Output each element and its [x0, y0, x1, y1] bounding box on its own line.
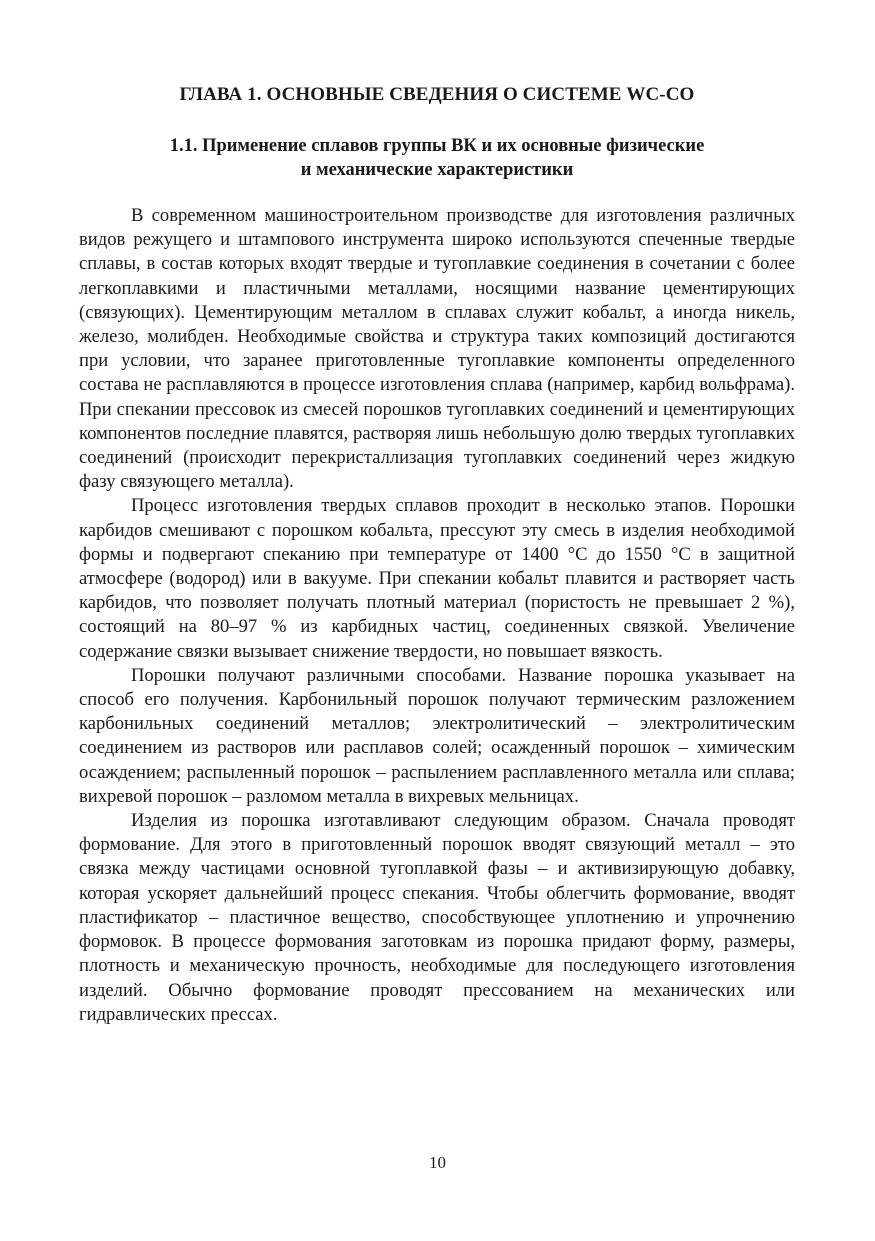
section-title — [79, 134, 795, 182]
paragraph-2: Процесс изготовления твердых сплавов проходит в несколько этапов. Порошки карбидов смешивают с порошком кобальта, прессуют эту смесь в изделия необходимой формы и подвергают спеканию при температуре от 1400 °С до 1550 °С в защитной атмосфере (водород) или в вакууме. При спекании кобальт плавится и растворяет часть карбидов, что позволяет получать плотный материал (пористость не превышает 2 %), состоящий на 80–97 % из карбидных частиц, соединенных связкой. Увеличение содержание связки вызывает снижение твердости, но повышает вязкость. — [79, 495, 795, 662]
paragraph-1: В современном машиностроительном производстве для изготовления различных видов режущего и штампового инструмента широко используются спеченные твердые сплавы, в состав которых входят твердые и тугоплавкие соединения в сочетании с более легкоплавкими и пластичными металлами, носящими название цементирующих (связующих). Цементирующим металлом в сплавах служит кобальт, а иногда никель, железо, молибден. Необходимые свойства и структура таких композиций достигаются при условии, что заранее приготовленные тугоплавкие компоненты определенного состава не расплавляются в процессе изготовления сплава (например, карбид вольфрама). При спекании прессовок из смесей порошков тугоплавких соединений и цементирующих компонентов последние плавятся, растворяя лишь небольшую долю твердых тугоплавких соединений (происходит перекристаллизация тугоплавких соединений через жидкую фазу связующего металла). — [79, 205, 795, 493]
paragraph-3: Порошки получают различными способами. Название порошка указывает на способ его получения. Карбонильный порошок получают термическим разложением карбонильных соединений металлов; электролитический – электролитическим соединением из растворов или расплавов солей; осажденный порошок – химическим осаждением; распыленный порошок – распылением расплавленного металла или сплава; вихревой порошок – разломом металла в вихревых мельницах. — [79, 664, 795, 807]
chapter-title: ГЛАВА 1. ОСНОВНЫЕ СВЕДЕНИЯ О СИСТЕМЕ WC-CO — [179, 84, 695, 105]
section-title-line-2: и механические характеристики — [300, 160, 574, 180]
paragraph-4: Изделия из порошка изготавливают следующим образом. Сначала проводят формование. Для этого в приготовленный порошок вводят связующий металл – это связка между частицами основной тугоплавкой фазы – и активизирующую добавку, которая ускоряет дальнейший процесс спекания. Чтобы облегчить формование, вводят пластификатор – пластичное вещество, способствующее уплотнению и упрочнению формовок. В процессе формования заготовкам из порошка придают форму, размеры, плотность и механическую прочность, необходимые для последующего изготовления изделий. Обычно формование проводят прессованием на механических или гидравлических прессах. — [79, 810, 795, 1025]
section-title-line-1: 1.1. Применение сплавов группы ВК и их основные физические — [169, 136, 705, 156]
page-number: 10 — [429, 1153, 446, 1172]
page-content — [79, 82, 795, 1027]
